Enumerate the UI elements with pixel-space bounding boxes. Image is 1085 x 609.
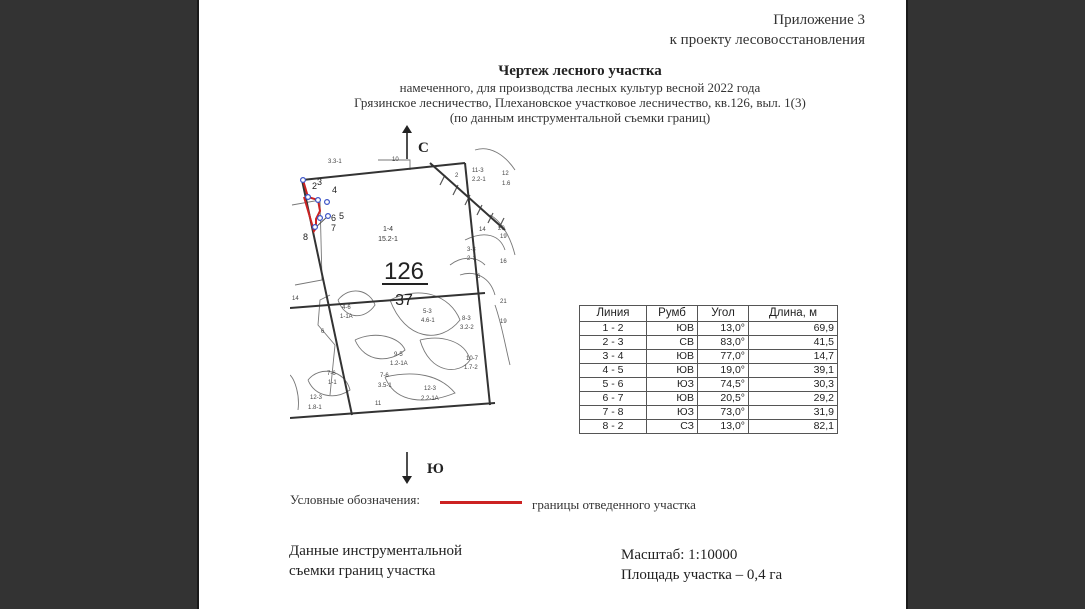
cell-line: 2 - 3 — [580, 336, 647, 350]
legend-boundary-line — [440, 501, 522, 504]
cell-length: 31,9 — [749, 406, 838, 420]
column-header: Угол — [698, 306, 749, 322]
stand-label: 1.7-2 — [464, 365, 478, 371]
table-row — [580, 406, 838, 420]
stand-label: 1-1А — [340, 314, 353, 320]
point-label: 2 — [312, 181, 318, 191]
stand-label: 10 — [392, 157, 399, 163]
stand-label: 6 — [477, 274, 481, 280]
stand-label: 2.2-1 — [472, 177, 486, 183]
quarter-area: 37 — [395, 292, 413, 309]
stand-label: 10-7 — [466, 356, 479, 362]
stand-label: 1.6 — [502, 181, 511, 187]
cell-line: 4 - 5 — [580, 364, 647, 378]
stand-label: 19 — [500, 234, 507, 240]
south-arrow-icon — [400, 452, 414, 486]
plot-label: 1-4 — [382, 226, 394, 233]
area-text: Площадь участка – 0,4 га — [621, 567, 783, 583]
cell-line: 1 - 2 — [580, 322, 647, 336]
cell-line: 6 - 7 — [580, 392, 647, 406]
stand-label: 6 — [321, 329, 325, 335]
table-row — [580, 378, 838, 392]
cell-rumb: ЮВ — [647, 392, 698, 406]
stand-label: 11-3 — [472, 168, 484, 174]
south-label: Ю — [427, 461, 444, 477]
cell-length: 41,5 — [749, 336, 838, 350]
column-header: Румб — [647, 306, 698, 322]
stand-label: 19 — [500, 319, 507, 325]
title-line-1: намеченного, для производства лесных культур весной 2022 года — [399, 80, 761, 95]
cell-line: 5 - 6 — [580, 378, 647, 392]
stand-label: 3.3-1 — [328, 159, 342, 165]
cell-rumb: СВ — [647, 336, 698, 350]
survey-table — [579, 305, 838, 434]
stand-label: 14 — [479, 227, 486, 233]
survey-note-line-2: съемки границ участка — [289, 563, 436, 579]
stand-label: 9-5 — [394, 352, 403, 358]
point-label: 7 — [331, 223, 337, 233]
stand-label: 12-3 — [310, 395, 323, 401]
column-header: Длина, м — [749, 306, 838, 322]
table-row — [580, 350, 838, 364]
cell-line: 8 - 2 — [580, 420, 647, 434]
table-header-row — [580, 306, 838, 322]
table-row — [580, 392, 838, 406]
stand-label: 2.2-1А — [421, 396, 439, 402]
stand-label: 5-3 — [423, 309, 432, 315]
scale-text: Масштаб: 1:10000 — [621, 547, 738, 563]
point-label: 8 — [303, 232, 309, 242]
stand-label: 11 — [375, 401, 382, 407]
stand-label: 20 — [498, 226, 505, 232]
stand-label: 14 — [292, 296, 299, 302]
stand-label: 4.6-1 — [421, 318, 435, 324]
cell-angle: 77,0° — [698, 350, 749, 364]
cell-line: 3 - 4 — [580, 350, 647, 364]
appendix-number: Приложение 3 — [773, 12, 865, 28]
point-label: 6 — [331, 213, 337, 223]
stand-label: 2-1 — [467, 256, 476, 262]
cell-angle: 13,0° — [698, 322, 749, 336]
plot-sub: 15.2-1 — [378, 236, 398, 243]
stand-label: 1-1 — [328, 380, 337, 386]
table-row — [580, 364, 838, 378]
stand-label: 12-3 — [424, 386, 437, 392]
cell-rumb: СЗ — [647, 420, 698, 434]
stand-label: 21 — [500, 299, 507, 305]
cell-rumb: ЮЗ — [647, 406, 698, 420]
stand-label: 8-3 — [462, 316, 471, 322]
stand-label: 7-6 — [327, 371, 336, 377]
appendix-caption: к проекту лесовосстановления — [669, 32, 865, 48]
cell-angle: 20,5° — [698, 392, 749, 406]
cell-angle: 83,0° — [698, 336, 749, 350]
cell-length: 30,3 — [749, 378, 838, 392]
title-line-2: Грязинское лесничество, Плехановское участковое лесничество, кв.126, выл. 1(3) — [354, 95, 806, 110]
quarter-number: 126 — [383, 258, 425, 285]
cell-angle: 19,0° — [698, 364, 749, 378]
point-label: 4 — [332, 185, 338, 195]
title-line-3: (по данным инструментальной съемки границ) — [449, 110, 711, 125]
cell-length: 29,2 — [749, 392, 838, 406]
cell-length: 39,1 — [749, 364, 838, 378]
stand-label: 2 — [455, 173, 459, 179]
cell-rumb: ЮВ — [647, 350, 698, 364]
cell-rumb: ЮВ — [647, 322, 698, 336]
cell-rumb: ЮЗ — [647, 378, 698, 392]
stand-label: 1.2-1А — [390, 361, 408, 367]
stand-label: 3.5-1 — [378, 383, 392, 389]
table-row — [580, 336, 838, 350]
stand-label: 12 — [502, 171, 509, 177]
point-label: 5 — [339, 211, 345, 221]
cell-rumb: ЮВ — [647, 364, 698, 378]
cell-angle: 74,5° — [698, 378, 749, 392]
north-label: С — [418, 140, 429, 156]
forest-plan-drawing — [290, 125, 520, 425]
stand-label: 1.8-1 — [308, 405, 322, 411]
stand-label: 3.2-2 — [460, 325, 474, 331]
legend-label: Условные обозначения: — [290, 492, 421, 507]
cell-length: 14,7 — [749, 350, 838, 364]
point-label: 3 — [317, 177, 323, 187]
survey-note-line-1: Данные инструментальной — [289, 543, 463, 559]
stand-label: 7-6 — [380, 373, 389, 379]
column-header: Линия — [580, 306, 647, 322]
cell-angle: 73,0° — [698, 406, 749, 420]
stand-label: 16 — [500, 259, 507, 265]
cell-length: 69,9 — [749, 322, 838, 336]
legend-description: границы отведенного участка — [532, 497, 696, 512]
table-row — [580, 420, 838, 434]
stand-label: 4-6 — [342, 305, 351, 311]
cell-angle: 13,0° — [698, 420, 749, 434]
cell-line: 7 - 8 — [580, 406, 647, 420]
drawing-title: Чертеж лесного участка — [498, 63, 662, 79]
stand-label: 3-3 — [467, 247, 476, 253]
cell-length: 82,1 — [749, 420, 838, 434]
table-row — [580, 322, 838, 336]
